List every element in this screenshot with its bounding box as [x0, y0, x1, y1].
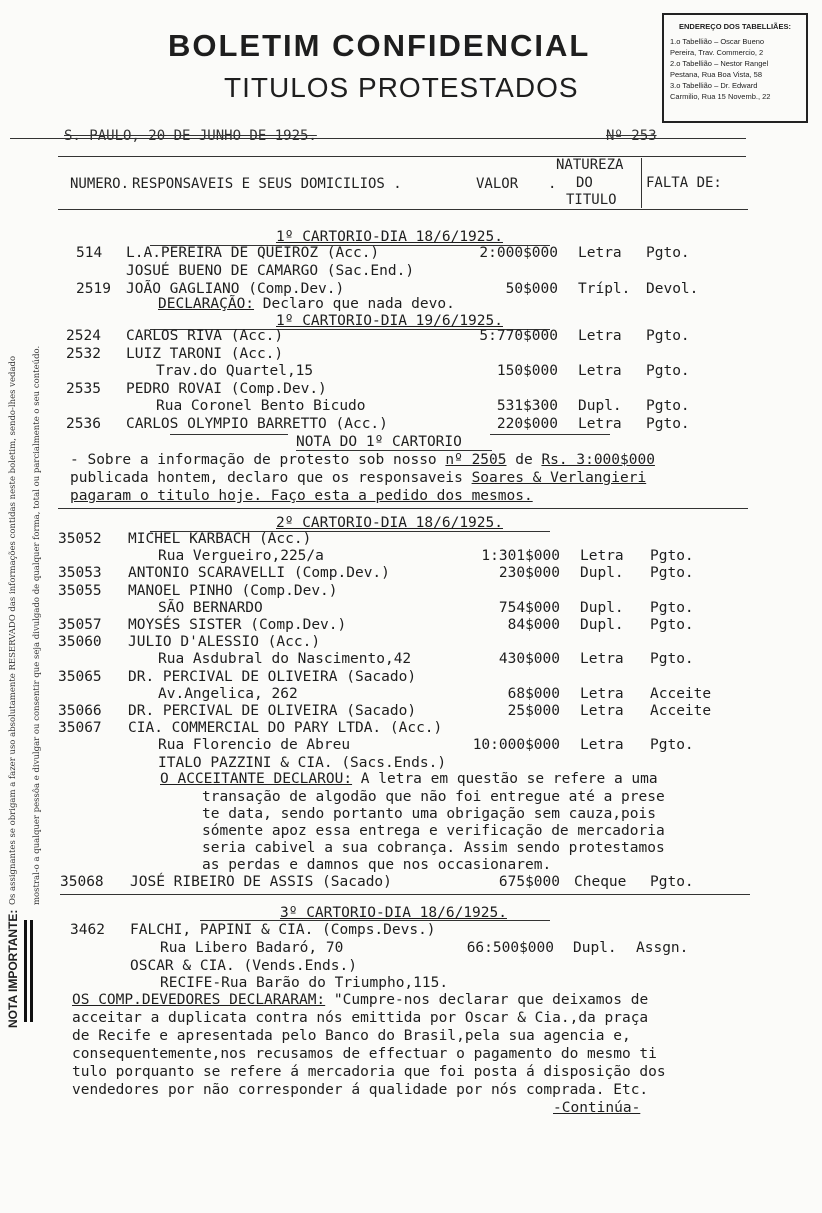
nota-rule	[170, 434, 288, 435]
row-natureza: Letra	[580, 548, 624, 565]
row-responsavel: JULIO D'ALESSIO (Acc.)	[128, 634, 321, 651]
row-address: RECIFE-Rua Barão do Triumpho,115.	[160, 975, 449, 991]
row-valor: 68$000	[507, 685, 560, 702]
row-number: 3462	[70, 922, 105, 938]
address-line: Pereira, Trav. Commercio, 2	[670, 48, 764, 57]
row-responsavel: ANTONIO SCARAVELLI (Comp.Dev.)	[128, 565, 390, 582]
row-valor: 84$000	[507, 617, 560, 633]
col-falta: FALTA DE:	[646, 175, 722, 191]
continua-label: -Continúa-	[553, 1100, 641, 1116]
section-heading: 1º CARTORIO-DIA 18/6/1925.	[276, 229, 503, 245]
section-heading: 1º CARTORIO-DIA 19/6/1925.	[276, 313, 503, 329]
nota-rule	[490, 434, 610, 435]
row-natureza: Dupl.	[580, 599, 624, 616]
acceitante-text: transação de algodão que não foi entregue até a prese	[202, 789, 665, 805]
row-responsavel: OSCAR & CIA. (Vends.Ends.)	[130, 958, 357, 974]
row-responsavel: L.A.PEREIRA DE QUEIROZ (Acc.)	[126, 245, 380, 261]
row-number: 2532	[66, 345, 101, 362]
row-responsavel: CARLOS RIVA (Acc.)	[126, 328, 284, 344]
row-number: 35052	[58, 531, 102, 547]
devedores-text: de Recife e apresentada pelo Banco do Brasil,pela sua agencia e,	[72, 1028, 631, 1044]
row-responsavel: JOÃO GAGLIANO (Comp.Dev.)	[126, 281, 345, 297]
row-address: SÃO BERNARDO	[158, 599, 263, 616]
nota-text: de	[515, 452, 533, 468]
row-falta: Pgto.	[646, 398, 690, 414]
bulletin-subtitle: TITULOS PROTESTADOS	[224, 72, 579, 103]
col-divider	[641, 158, 642, 208]
row-falta: Pgto.	[646, 363, 690, 379]
acceitante-text: seria cabivel a sua cobrança. Assim sendo protestamos	[202, 840, 665, 856]
section-heading: 3º CARTORIO-DIA 18/6/1925.	[280, 905, 507, 921]
row-valor: 220$000	[496, 415, 558, 432]
row-valor: 150$000	[496, 363, 558, 379]
section-separator	[58, 508, 748, 509]
address-heading: ENDEREÇO DOS TABELLIÃES:	[679, 22, 791, 31]
side-note-text: Os assignantes se obrigam a fazer uso absolutamente RESERVADO das informações contidas neste boletim, sendo-lhes vedado	[8, 355, 18, 905]
row-falta: Pgto.	[646, 415, 690, 432]
side-note-text: mostral-o a qualquer pessôa e divulgar ou consentir que seja divulgado de qualquer forma, total ou parcialmente o seu conteúdo.	[32, 345, 42, 905]
row-natureza: Letra	[580, 703, 624, 719]
row-natureza: Dupl.	[580, 565, 624, 582]
col-numero: NUMERO.	[70, 176, 130, 192]
nota-text: pagaram o titulo hoje. Faço esta a pedido dos mesmos.	[70, 488, 533, 504]
row-natureza: Letra	[578, 245, 622, 261]
row-responsavel: MANOEL PINHO (Comp.Dev.)	[128, 582, 338, 599]
row-natureza: Letra	[578, 415, 622, 432]
row-responsavel: PEDRO ROVAI (Comp.Dev.)	[126, 380, 327, 397]
row-falta: Acceite	[650, 703, 712, 719]
nota-text: publicada hontem, declaro que os responsaveis	[70, 470, 463, 486]
address-box	[662, 13, 808, 123]
row-number: 35066	[58, 703, 102, 719]
row-valor: 754$000	[498, 599, 560, 616]
address-line: 1.o Tabellião – Oscar Bueno	[670, 37, 765, 46]
row-natureza: Letra	[580, 685, 624, 702]
row-falta: Pgto.	[650, 617, 694, 633]
row-natureza: Dupl.	[573, 940, 617, 956]
header-rule	[58, 209, 748, 210]
row-valor: 2:000$000	[479, 245, 558, 261]
row-address: JOSUÉ BUENO DE CAMARGO (Sac.End.)	[126, 263, 415, 279]
row-number: 2519	[76, 281, 111, 297]
row-responsavel: FALCHI, PAPINI & CIA. (Comps.Devs.)	[130, 922, 436, 938]
row-natureza: Dupl.	[578, 398, 622, 414]
row-number: 514	[76, 245, 103, 261]
row-valor: 25$000	[507, 703, 560, 719]
nota-heading-underline	[296, 450, 492, 451]
devedores-text: vendedores por não corresponder á qualidade por nós comprada. Etc.	[72, 1082, 649, 1098]
devedores-text: consequentemente,nos recusamos de effectuar o pagamento do mesmo ti	[72, 1046, 657, 1062]
row-falta: Pgto.	[650, 548, 694, 565]
row-responsavel: DR. PERCIVAL DE OLIVEIRA (Sacado)	[128, 703, 417, 719]
row-responsavel: CARLOS OLYMPIO BARRETTO (Acc.)	[126, 415, 388, 432]
row-address: Rua Vergueiro,225/a	[158, 548, 324, 565]
row-valor: 430$000	[498, 651, 560, 668]
row-number: 35060	[58, 634, 102, 651]
row-valor: 66:500$000	[466, 940, 554, 956]
place-date: S. PAULO, 20 DE JUNHO DE 1925.	[64, 128, 317, 144]
row-address: Rua Asdubral do Nascimento,42	[158, 651, 412, 668]
address-line: 3.o Tabellião – Dr. Edward	[670, 81, 758, 90]
col-valor: VALOR	[476, 176, 519, 192]
row-natureza: Letra	[578, 328, 622, 344]
row-number: 35065	[58, 668, 102, 685]
row-valor: 1:301$000	[481, 548, 560, 565]
col-titulo: TITULO	[566, 192, 617, 208]
row-falta: Acceite	[650, 685, 712, 702]
acceitante-text: sómente apoz essa entrega e verificação de mercadoria	[202, 823, 665, 839]
row-address: Rua Coronel Bento Bicudo	[156, 398, 366, 414]
bulletin-title: BOLETIM CONFIDENCIAL	[168, 28, 591, 63]
row-natureza: Letra	[580, 651, 624, 668]
acceitante-label: O ACCEITANTE DECLAROU:	[160, 771, 353, 787]
row-natureza: Letra	[578, 363, 622, 379]
row-valor: 10:000$000	[472, 737, 560, 754]
row-address: Trav.do Quartel,15	[156, 363, 314, 379]
row-falta: Pgto.	[650, 651, 694, 668]
address-line: Pestana, Rua Boa Vista, 58	[670, 70, 763, 79]
row-falta: Pgto.	[650, 599, 694, 616]
row-responsavel: MOYSÉS SISTER (Comp.Dev.)	[128, 617, 347, 633]
row-address: Rua Libero Badaró, 70	[160, 940, 344, 956]
header-rule	[10, 138, 746, 139]
row-falta: Pgto.	[650, 737, 694, 754]
nota-text: - Sobre a informação de protesto sob nosso	[70, 452, 437, 468]
col-responsaveis: RESPONSAVEIS E SEUS DOMICILIOS .	[132, 176, 402, 192]
row-natureza: Dupl.	[580, 617, 624, 633]
row-number: 2536	[66, 415, 101, 432]
col-do: DO	[576, 175, 593, 191]
row-number: 35068	[60, 874, 104, 890]
devedores-label: OS COMP.DEVEDORES DECLARARAM:	[72, 992, 326, 1008]
row-number: 2535	[66, 380, 101, 397]
row-address: ITALO PAZZINI & CIA. (Sacs.Ends.)	[158, 754, 447, 771]
row-address: Av.Angelica, 262	[158, 685, 298, 702]
row-valor: 675$000	[498, 874, 560, 890]
row-valor: 5:770$000	[479, 328, 558, 344]
nota-number: nº 2505	[445, 452, 507, 468]
row-valor: 50$000	[505, 281, 558, 297]
section-rule	[200, 920, 550, 921]
address-line: Carmilio, Rua 15 Novemb., 22	[670, 92, 771, 101]
devedores-text: "Cumpre-nos declarar que deixamos de	[333, 992, 649, 1008]
address-line: 2.o Tabellião – Nestor Rangel	[670, 59, 769, 68]
row-responsavel: CIA. COMMERCIAL DO PARY LTDA. (Acc.)	[128, 720, 443, 737]
row-natureza: Cheque	[574, 874, 627, 890]
col-natureza: NATUREZA	[556, 157, 624, 173]
bulletin-number: Nº 253	[606, 128, 657, 144]
row-responsavel: MICHEL KARBACH (Acc.)	[128, 531, 312, 547]
acceitante-text: as perdas e damnos que nos occasionarem.	[202, 857, 552, 873]
nota-responsaveis: Soares & Verlangieri	[471, 470, 647, 486]
row-number: 35067	[58, 720, 102, 737]
side-note-label: NOTA IMPORTANTE:	[6, 909, 20, 1028]
devedores-text: acceitar a duplicata contra nós emittida por Oscar & Cia.,da praça	[72, 1010, 649, 1026]
row-falta: Devol.	[646, 281, 699, 297]
row-falta: Pgto.	[646, 328, 690, 344]
side-bar	[24, 920, 27, 1022]
acceitante-text: te data, sendo portanto uma obrigação sem cauza,pois	[202, 806, 656, 822]
nota-amount: Rs. 3:000$000	[541, 452, 655, 468]
declaracao-text: Declaro que nada devo.	[262, 296, 455, 312]
row-responsavel: DR. PERCIVAL DE OLIVEIRA (Sacado)	[128, 668, 417, 685]
row-natureza: Trípl.	[578, 281, 631, 297]
row-valor: 531$300	[496, 398, 558, 414]
header-rule	[58, 156, 746, 157]
row-falta: Pgto.	[650, 565, 694, 582]
row-falta: Pgto.	[650, 874, 694, 890]
row-falta: Pgto.	[646, 245, 690, 261]
nota-heading: NOTA DO 1º CARTORIO	[296, 434, 462, 450]
row-address: Rua Florencio de Abreu	[158, 737, 351, 754]
row-number: 2524	[66, 328, 101, 344]
acceitante-text: A letra em questão se refere a uma	[360, 771, 658, 787]
row-valor: 230$000	[498, 565, 560, 582]
devedores-text: tulo porquanto se refere á mercadoria que foi posta á disposição dos	[72, 1064, 666, 1080]
section-separator	[60, 894, 750, 895]
side-bar	[30, 920, 33, 1022]
section-heading: 2º CARTORIO-DIA 18/6/1925.	[276, 515, 503, 531]
row-responsavel: LUIZ TARONI (Acc.)	[126, 345, 284, 362]
row-number: 35055	[58, 582, 102, 599]
row-number: 35053	[58, 565, 102, 582]
row-responsavel: JOSÉ RIBEIRO DE ASSIS (Sacado)	[130, 874, 392, 890]
row-falta: Assgn.	[636, 940, 689, 956]
row-number: 35057	[58, 617, 102, 633]
declaracao-label: DECLARAÇÃO:	[158, 296, 255, 312]
row-natureza: Letra	[580, 737, 624, 754]
